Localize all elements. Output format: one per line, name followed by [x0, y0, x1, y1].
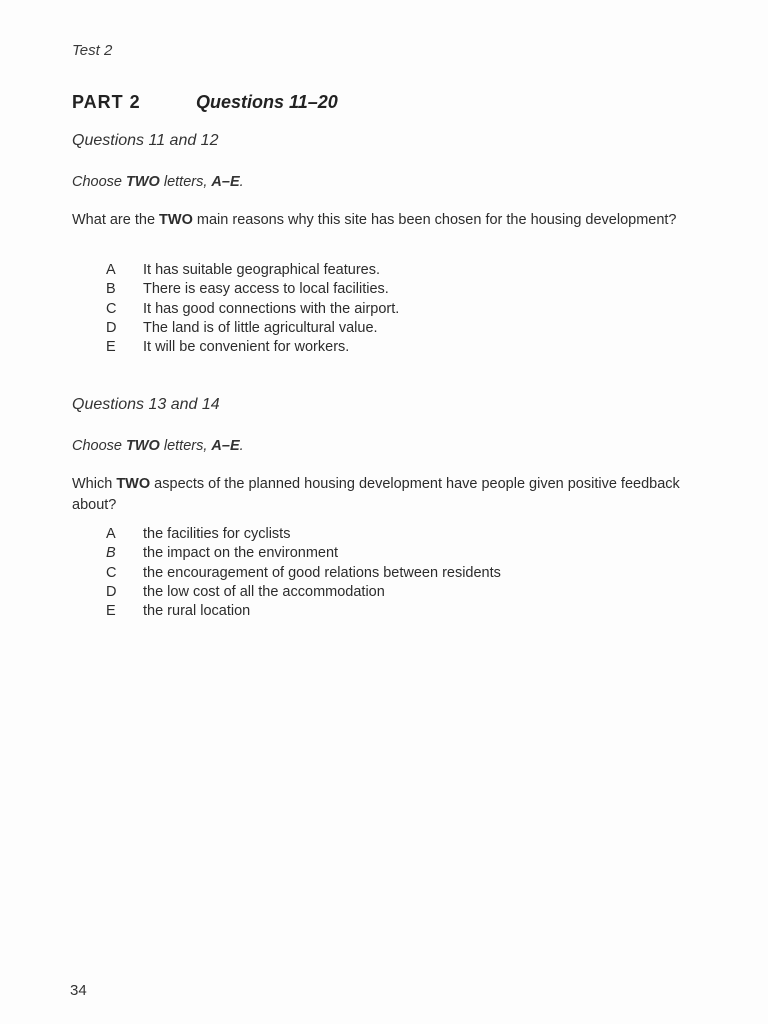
option-b[interactable]: B There is easy access to local facilities. — [106, 281, 389, 298]
question-section-13-14 — [72, 396, 712, 620]
part-heading — [72, 92, 338, 113]
options-list — [106, 261, 399, 357]
section-title: Questions 11 and 12 — [72, 132, 219, 149]
option-a[interactable]: A It has suitable geographical features. — [106, 262, 380, 278]
question-text: Which TWO aspects of the planned housing development have people given positive feedback about? — [72, 476, 680, 513]
option-e[interactable]: E the rural location — [106, 603, 251, 620]
section-title: Questions 13 and 14 — [72, 396, 220, 413]
option-d[interactable]: D the low cost of all the accommodation — [106, 583, 385, 600]
option-a[interactable]: A the facilities for cyclists — [106, 526, 291, 542]
test-label: Test 2 — [72, 42, 113, 59]
page-number: 34 — [70, 982, 87, 999]
option-c[interactable]: C It has good connections with the airport. — [106, 300, 400, 317]
instruction: Choose TWO letters, A–E. — [72, 438, 244, 454]
question-text: What are the TWO main reasons why this site has been chosen for the housing development? — [72, 212, 677, 228]
option-d[interactable]: D The land is of little agricultural value. — [106, 319, 378, 336]
option-e[interactable]: E It will be convenient for workers. — [106, 339, 350, 356]
options-list — [106, 525, 501, 621]
option-c[interactable]: C the encouragement of good relations between residents — [106, 564, 501, 581]
instruction: Choose TWO letters, A–E. — [72, 174, 244, 190]
part-label: PART 2 — [72, 92, 141, 112]
questions-range: Questions 11–20 — [196, 92, 338, 112]
option-b[interactable]: B the impact on the environment — [106, 545, 339, 562]
question-section-11-12 — [72, 132, 712, 356]
